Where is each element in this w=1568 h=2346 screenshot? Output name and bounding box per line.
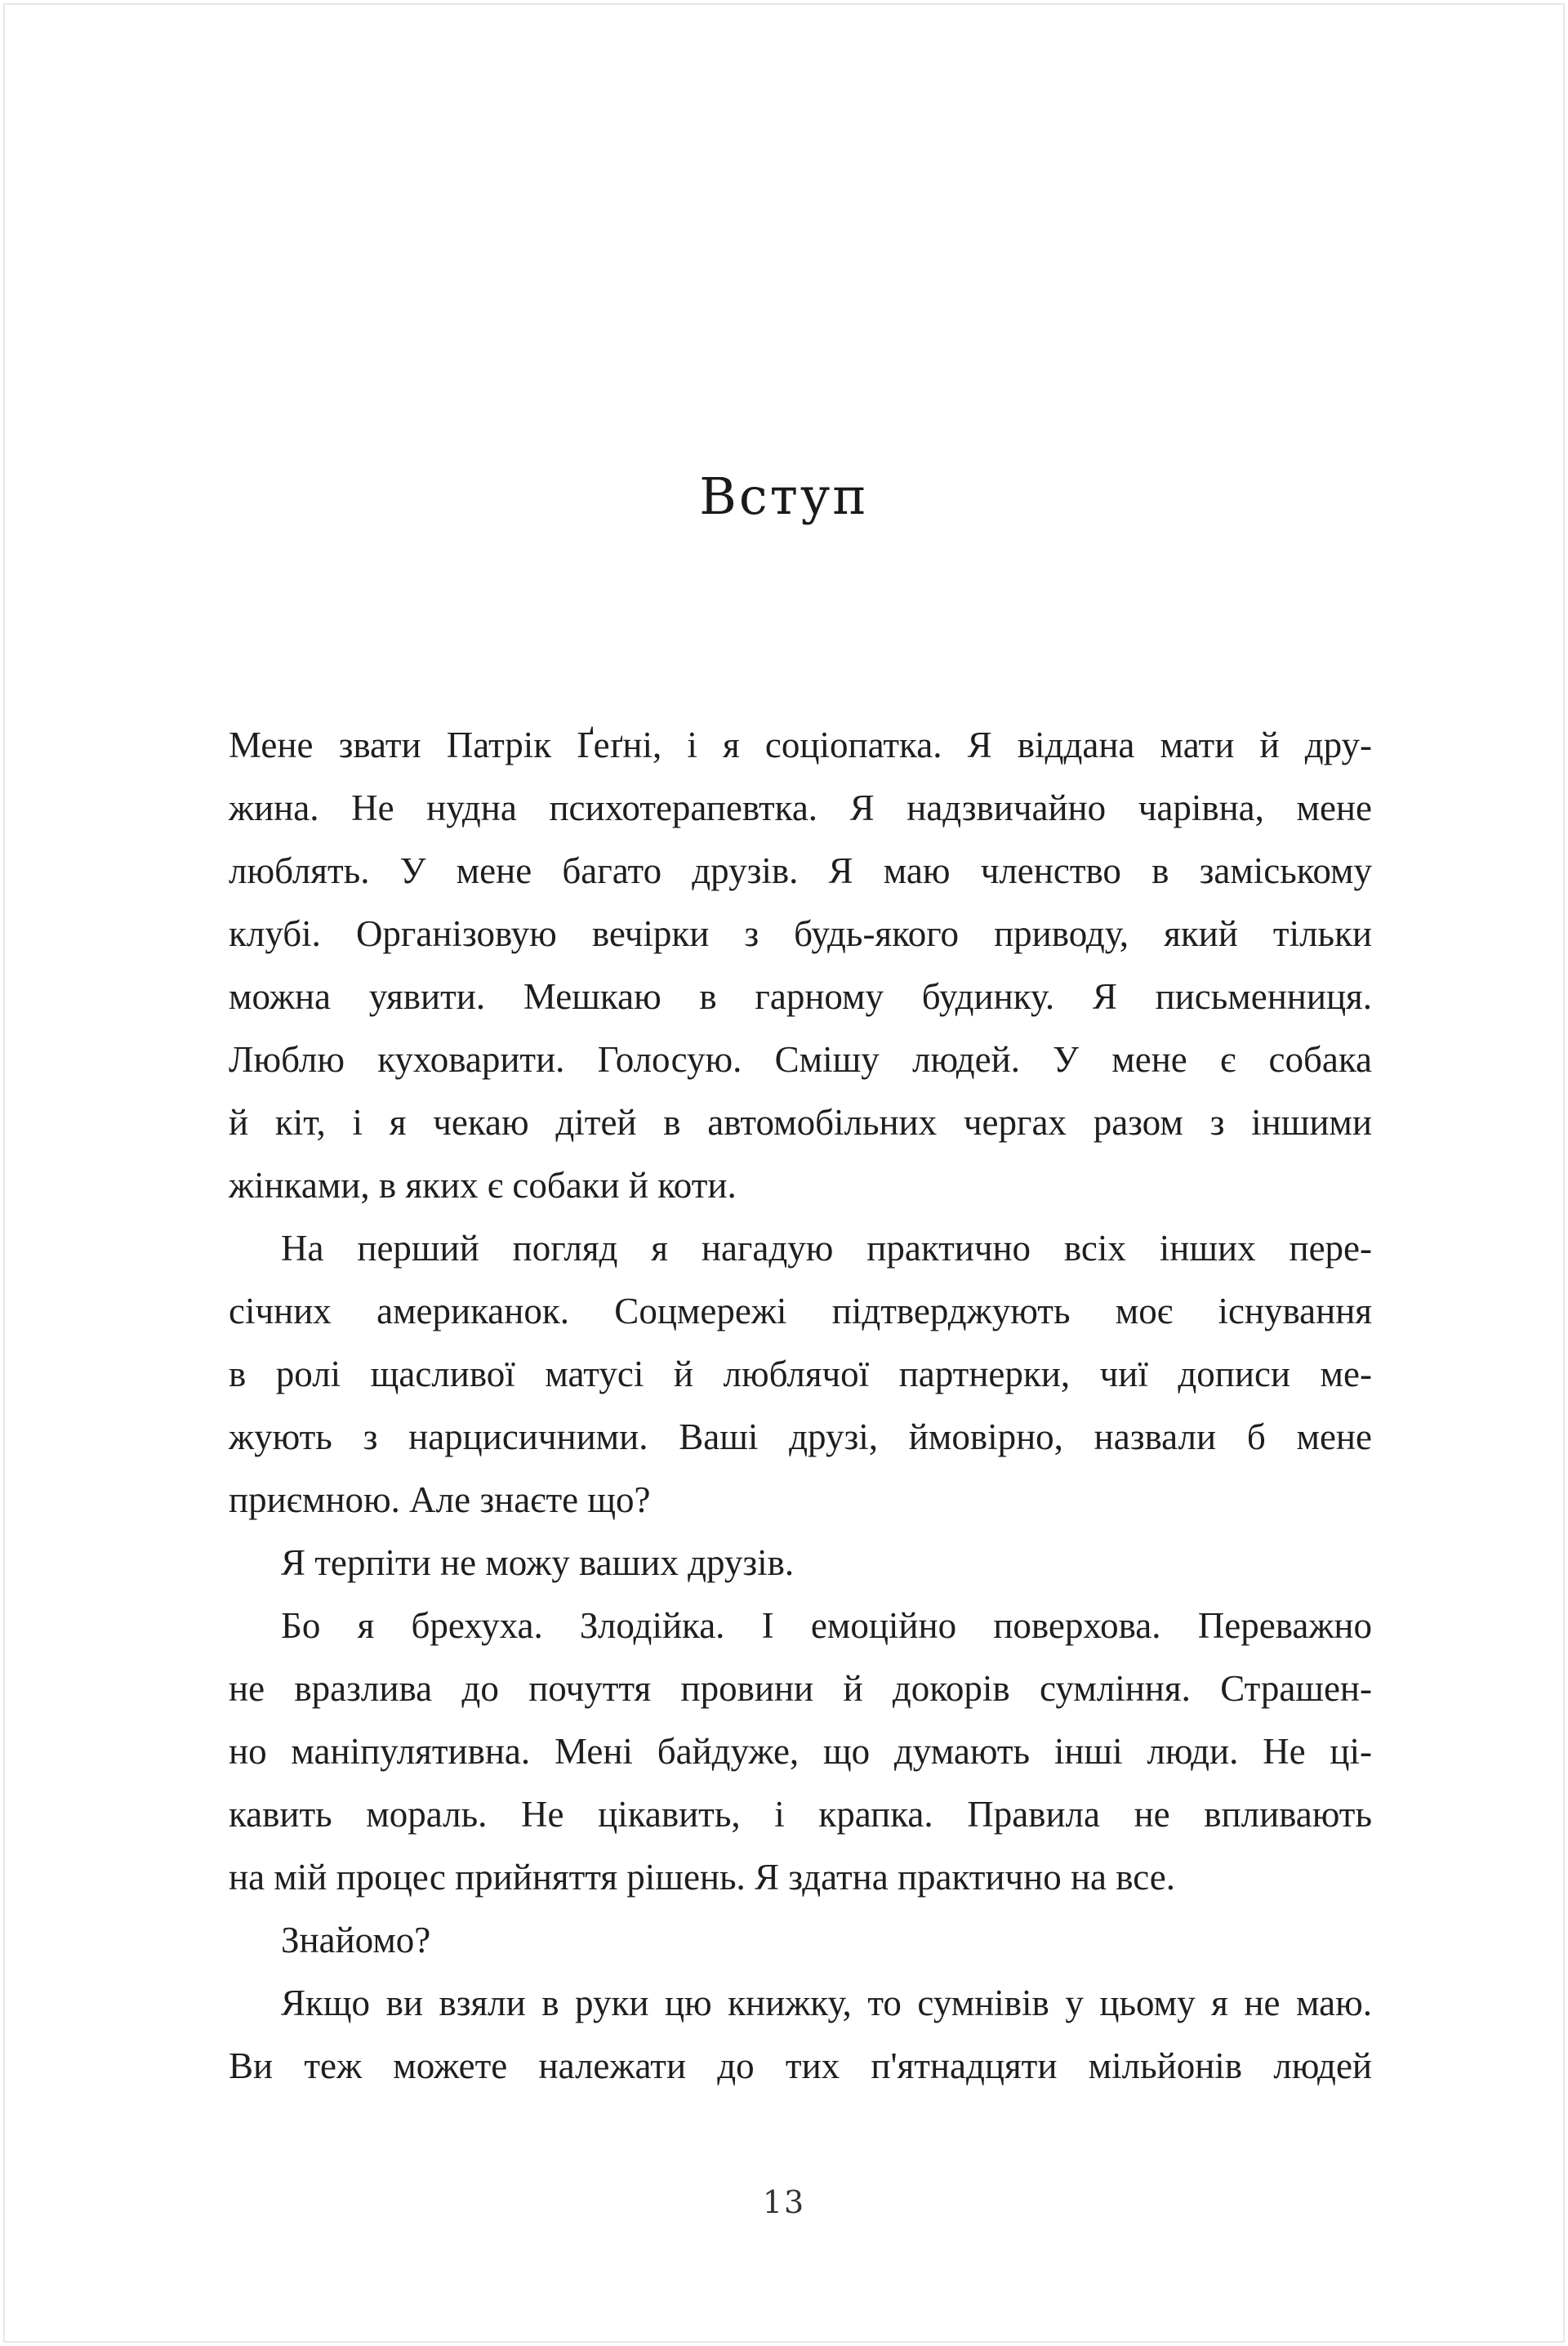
page-number: 13 — [762, 2184, 806, 2220]
text-line: но маніпулятивна. Мені байдуже, що думають інші люди. Не ці- — [229, 1731, 1372, 1772]
text-line: Я терпіти не можу ваших друзів. — [281, 1542, 795, 1583]
text-line: Мене звати Патрік Ґеґні, і я соціопатка. Я віддана мати й дру- — [229, 725, 1372, 765]
text-line: кавить мораль. Не цікавить, і крапка. Правила не впливають — [229, 1794, 1372, 1835]
text-line: на мій процес прийняття рішень. Я здатна практично на все. — [229, 1857, 1176, 1898]
text-line: не вразлива до почуття провини й докорів сумління. Страшен- — [229, 1668, 1372, 1709]
text-line: люблять. У мене багато друзів. Я маю членство в заміському — [229, 850, 1372, 891]
body-text — [229, 714, 1372, 2098]
text-line: жина. Не нудна психотерапевтка. Я надзвичайно чарівна, мене — [229, 787, 1372, 828]
text-line: жінками, в яких є собаки й коти. — [229, 1165, 737, 1206]
text-line: Бо я брехуха. Злодійка. І емоційно поверхова. Переважно — [281, 1605, 1372, 1646]
text-line: жують з нарцисичними. Ваші друзі, ймовірно, назвали б мене — [229, 1416, 1372, 1457]
text-line: січних американок. Соцмережі підтверджують моє існування — [229, 1291, 1372, 1331]
text-line: в ролі щасливої матусі й люблячої партнерки, чиї дописи ме- — [229, 1354, 1372, 1394]
text-line: Ви теж можете належати до тих п'ятнадцяти мільйонів людей — [229, 2045, 1372, 2086]
text-line: можна уявити. Мешкаю в гарному будинку. Я письменниця. — [229, 976, 1372, 1017]
text-line: й кіт, і я чекаю дітей в автомобільних чергах разом з іншими — [229, 1102, 1372, 1143]
text-line: приємною. Але знаєте що? — [229, 1479, 651, 1520]
text-line: Люблю куховарити. Голосую. Смішу людей. У мене є собака — [229, 1039, 1372, 1080]
chapter-title: Вступ — [699, 466, 869, 526]
text-line: Якщо ви взяли в руки цю книжку, то сумнівів у цьому я не маю. — [281, 1983, 1372, 2023]
text-line: На перший погляд я нагадую практично всіх інших пере- — [281, 1228, 1372, 1269]
text-line: клубі. Організовую вечірки з будь-якого приводу, який тільки — [229, 913, 1372, 954]
text-line: Знайомо? — [281, 1920, 431, 1960]
